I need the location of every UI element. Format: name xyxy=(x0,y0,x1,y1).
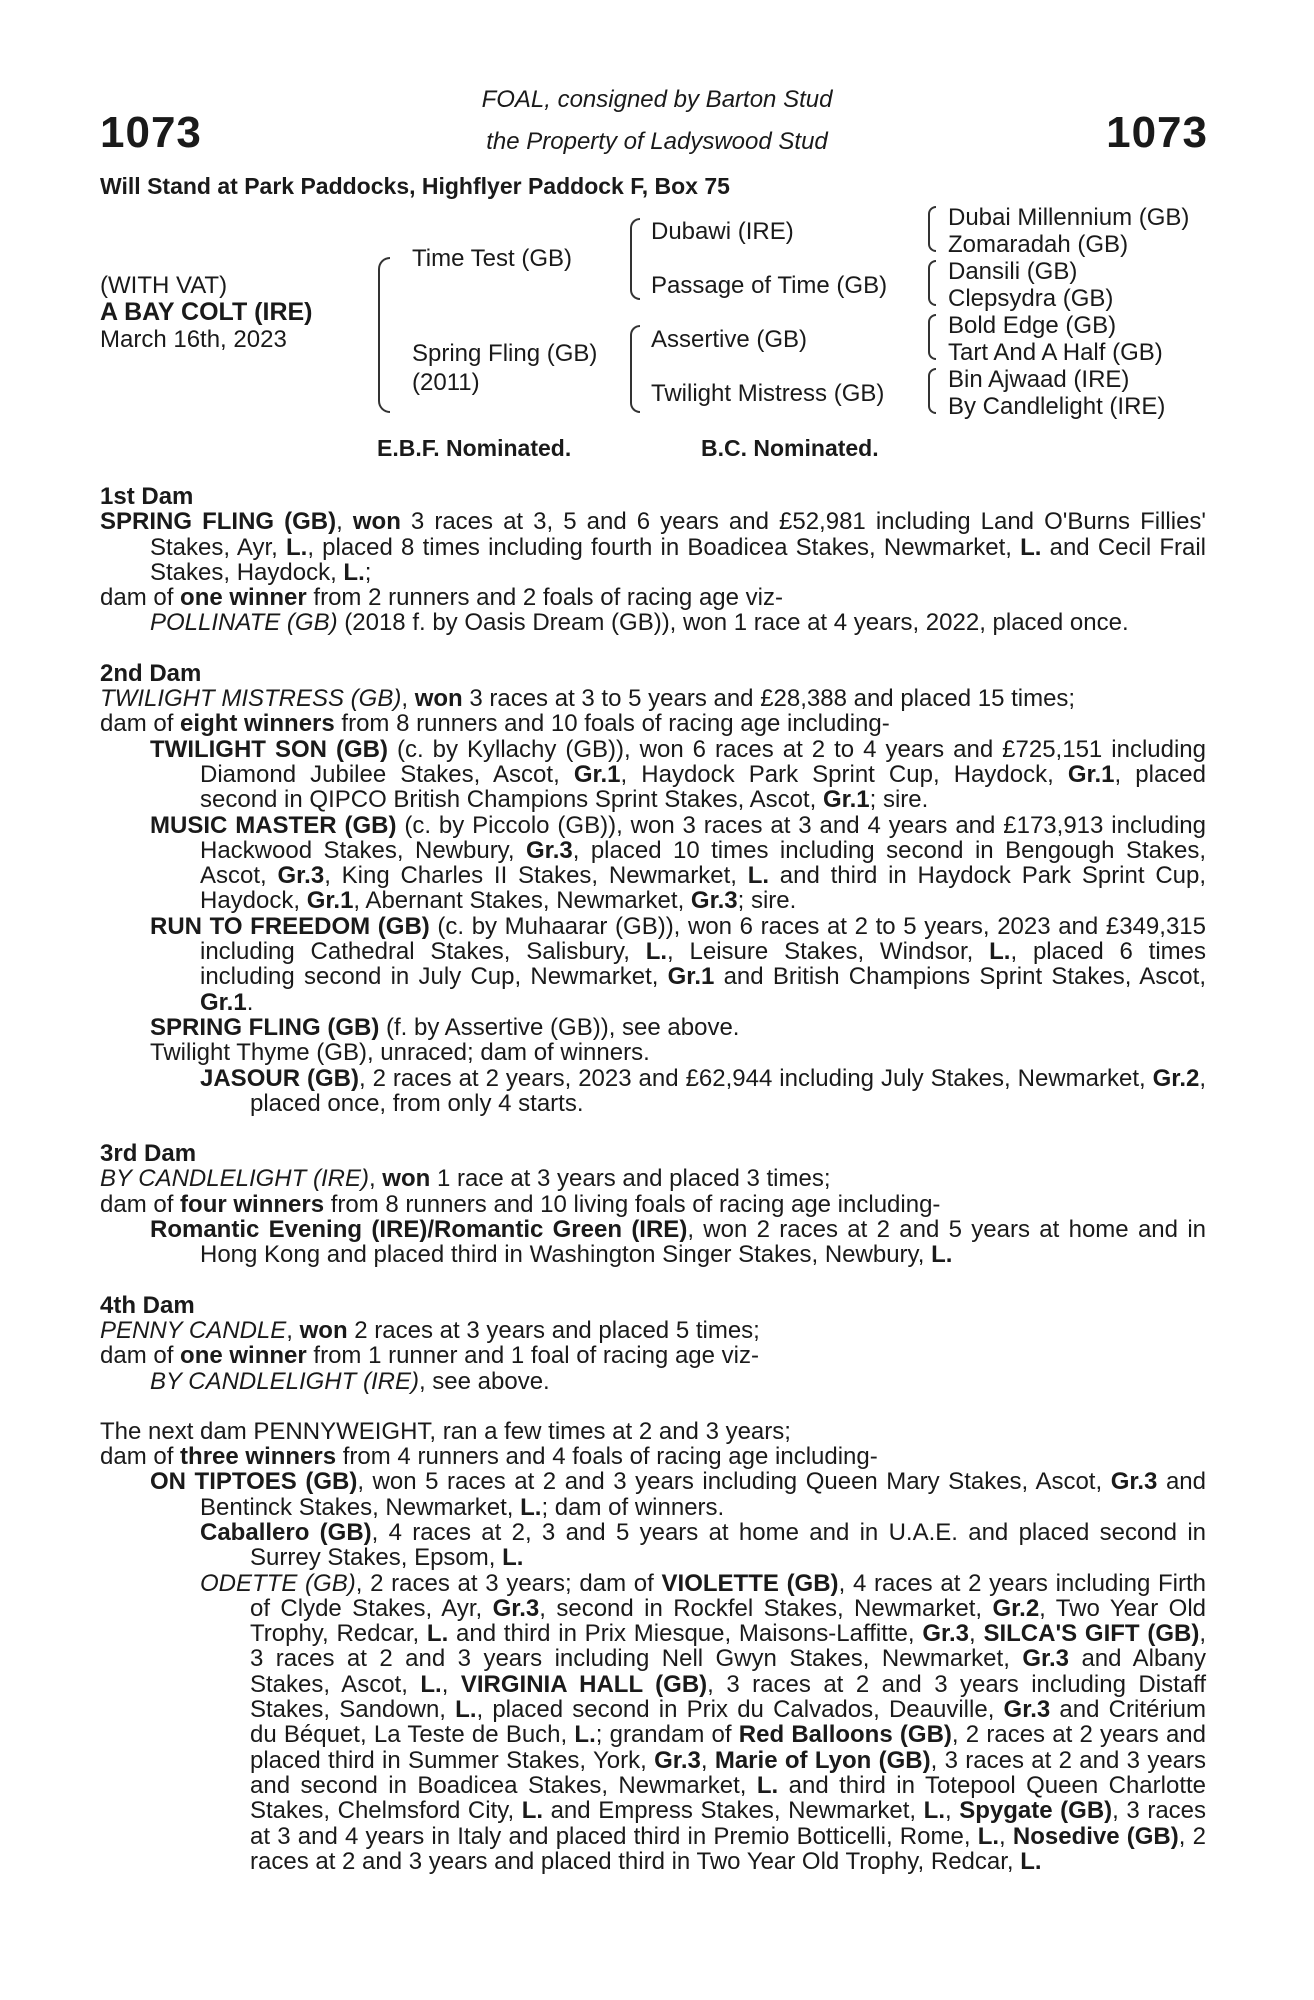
lot-number-right: 1073 xyxy=(1106,108,1208,157)
horse-name: A BAY COLT (IRE) xyxy=(100,298,313,326)
bc-nomination: B.C. Nominated. xyxy=(701,435,879,461)
ebf-nomination: E.B.F. Nominated. xyxy=(377,435,572,461)
third-dam-produce-item: Romantic Evening (IRE)/Romantic Green (IRE), won 2 races at 2 and 5 years at home and in Hong Kong and placed third in Washington Singer Stakes, Newbury, L. xyxy=(150,1216,1206,1269)
dam-sire: Assertive (GB) xyxy=(651,326,808,353)
third-dam-record: BY CANDLELIGHT (IRE), won 1 race at 3 years and placed 3 times; xyxy=(100,1165,831,1193)
sire-name: Time Test (GB) xyxy=(412,245,573,272)
next-dam-grandproduce-item: Caballero (GB), 4 races at 2, 3 and 5 years at home and in U.A.E. and placed second in Surrey Stakes, Epsom, L. xyxy=(200,1518,1206,1572)
next-dam-grandproduce-item: ODETTE (GB), 2 races at 3 years; dam of VIOLETTE (GB), 4 races at 2 years including Firth of Clyde Stakes, Ayr, Gr.3, second in Rockfel Stakes, Newmarket, Gr.2, Two Year Old Trophy, Redcar, L. and third in Prix Miesque, Maisons-Laffitte, Gr.3, SILCA'S GIFT (GB), 3 races at 2 and 3 years including Nell Gwyn Stakes, Newmarket, Gr.3 and Albany Stakes, Ascot, L., VIRGINIA HALL (GB), 3 races at 2 and 3 years including Distaff Stakes, Sandown, L., placed second in Prix du Calvados, Deauville, Gr.3 and Critérium du Béquet, La Teste de Buch, L.; grandam of Red Balloons (GB), 2 races at 2 years and placed third in Summer Stakes, York, Gr.3, Marie of Lyon (GB), 3 races at 2 and 3 years and second in Boadicea Stakes, Newmarket, L. and third in Totepool Queen Charlotte Stakes, Chelmsford City, L. and Empress Stakes, Newmarket, L., Spygate (GB), 3 races at 3 and 4 years in Italy and placed third in Premio Botticelli, Rome, L., Nosedive (GB), 2 races at 2 and 3 years and placed third in Two Year Old Trophy, Redcar, L. xyxy=(200,1569,1207,1875)
vat-note: (WITH VAT) xyxy=(100,272,228,299)
first-dam-produce-item: POLLINATE (GB) (2018 f. by Oasis Dream (GB)), won 1 race at 4 years, 2022, placed once. xyxy=(150,609,1129,637)
dam-name: Spring Fling (GB) xyxy=(412,340,598,367)
third-dam-heading: 3rd Dam xyxy=(100,1140,197,1168)
grandsire-7: Bin Ajwaad (IRE) xyxy=(948,366,1130,393)
second-dam-produce-item: SPRING FLING (GB) (f. by Assertive (GB)), see above. xyxy=(150,1013,740,1041)
fourth-dam-produce-item: BY CANDLELIGHT (IRE), see above. xyxy=(150,1367,550,1395)
next-dam-record: The next dam PENNYWEIGHT, ran a few times at 2 and 3 years; xyxy=(100,1417,791,1445)
consignor-line: FOAL, consigned by Barton Stud xyxy=(481,86,833,113)
pedigree-brace-g78 xyxy=(928,368,936,414)
dam-year: (2011) xyxy=(412,369,480,396)
granddam-2: Zomaradah (GB) xyxy=(948,231,1129,258)
grandsire-5: Bold Edge (GB) xyxy=(948,312,1117,339)
fourth-dam-heading: 4th Dam xyxy=(100,1291,195,1319)
pedigree-brace-g56 xyxy=(928,314,936,360)
sire-sire: Dubawi (IRE) xyxy=(651,218,794,245)
pedigree-brace-g34 xyxy=(928,260,936,306)
sire-dam: Passage of Time (GB) xyxy=(651,272,888,299)
grandsire-3: Dansili (GB) xyxy=(948,258,1078,285)
second-dam-produce-item: Twilight Thyme (GB), unraced; dam of winners. xyxy=(150,1039,650,1067)
pedigree-brace-g12 xyxy=(928,206,936,252)
second-dam-produce-item: RUN TO FREEDOM (GB) (c. by Muhaarar (GB)), won 6 races at 2 to 5 years, 2023 and £349,315 including Cathedral Stakes, Salisbury, L., Leisure Stakes, Windsor, L., placed 6 times including second in July Cup, Newmarket, Gr.1 and British Champions Sprint Stakes, Ascot, Gr.1. xyxy=(150,912,1206,1016)
first-dam-produce-summary: dam of one winner from 2 runners and 2 foals of racing age viz- xyxy=(100,584,783,612)
second-dam-heading: 2nd Dam xyxy=(100,659,202,687)
second-dam-produce-item: TWILIGHT SON (GB) (c. by Kyllachy (GB)), won 6 races at 2 to 4 years and £725,151 including Diamond Jubilee Stakes, Ascot, Gr.1, Haydock Park Sprint Cup, Haydock, Gr.1, placed second in QIPCO British Champions Sprint Stakes, Ascot, Gr.1; sire. xyxy=(150,735,1207,814)
stabling-info: Will Stand at Park Paddocks, Highflyer Paddock F, Box 75 xyxy=(100,173,730,199)
second-dam-grandproduce-item: JASOUR (GB), 2 races at 2 years, 2023 and £62,944 including July Stakes, Newmarket, Gr.2, placed once, from only 4 starts. xyxy=(200,1064,1207,1117)
second-dam-produce-summary: dam of eight winners from 8 runners and 10 foals of racing age including- xyxy=(100,710,890,738)
second-dam-produce-item: MUSIC MASTER (GB) (c. by Piccolo (GB)), won 3 races at 3 and 4 years and £173,913 including Hackwood Stakes, Newbury, Gr.3, placed 10 times including second in Bengough Stakes, Ascot, Gr.3, King Charles II Stakes, Newmarket, L. and third in Haydock Park Sprint Cup, Haydock, Gr.1, Abernant Stakes, Newmarket, Gr.3; sire. xyxy=(150,811,1207,915)
granddam-4: Clepsydra (GB) xyxy=(948,285,1114,312)
granddam-6: Tart And A Half (GB) xyxy=(948,339,1163,366)
first-dam-heading: 1st Dam xyxy=(100,483,194,510)
dam-dam: Twilight Mistress (GB) xyxy=(651,380,885,407)
pedigree-brace-sire xyxy=(630,218,640,300)
pedigree-brace-main xyxy=(378,257,390,413)
next-dam-produce-item: ON TIPTOES (GB), won 5 races at 2 and 3 years including Queen Mary Stakes, Ascot, Gr.3 and Bentinck Stakes, Newmarket, L.; dam of winners. xyxy=(150,1468,1206,1521)
produce-record xyxy=(100,484,1206,1874)
pedigree-brace-dam xyxy=(630,325,640,413)
fourth-dam-record: PENNY CANDLE, won 2 races at 3 years and placed 5 times; xyxy=(100,1316,760,1344)
foaling-date: March 16th, 2023 xyxy=(100,326,287,353)
next-dam-produce-summary: dam of three winners from 4 runners and 4 foals of racing age including- xyxy=(100,1443,878,1471)
property-line: the Property of Ladyswood Stud xyxy=(486,128,828,155)
first-dam-record: SPRING FLING (GB), won 3 races at 3, 5 and 6 years and £52,981 including Land O'Burns Fillies' Stakes, Ayr, L., placed 8 times including fourth in Boadicea Stakes, Newmarket, L. and Cecil Frail Stakes, Haydock, L.; xyxy=(100,508,1207,586)
lot-number-left: 1073 xyxy=(100,108,202,157)
grandsire-1: Dubai Millennium (GB) xyxy=(948,204,1190,231)
second-dam-record: TWILIGHT MISTRESS (GB), won 3 races at 3 to 5 years and £28,388 and placed 15 times; xyxy=(100,685,1076,713)
granddam-8: By Candlelight (IRE) xyxy=(948,393,1166,420)
fourth-dam-produce-summary: dam of one winner from 1 runner and 1 foal of racing age viz- xyxy=(100,1342,759,1370)
third-dam-produce-summary: dam of four winners from 8 runners and 10 living foals of racing age including- xyxy=(100,1190,941,1218)
